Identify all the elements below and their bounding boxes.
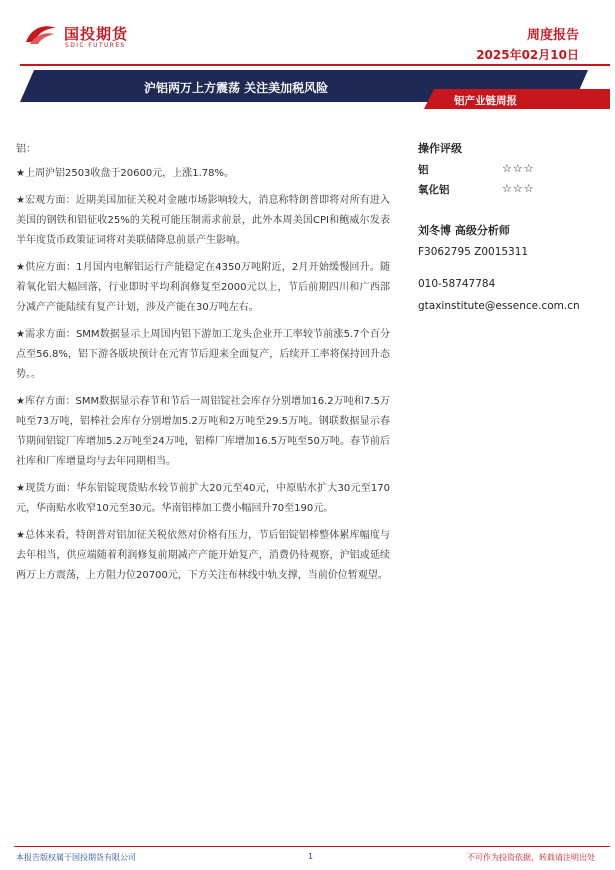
rating-row-alumina xyxy=(418,182,608,202)
footer-copyright: 本报告版权属于国投期货有限公司 xyxy=(16,853,136,862)
contact-email[interactable]: gtaxinstitute@essence.com.cn xyxy=(418,300,580,312)
brand-name-cn: 国投期货 xyxy=(64,25,129,43)
brand-logo-icon xyxy=(24,22,58,46)
report-body xyxy=(16,140,390,593)
page-number: 1 xyxy=(308,852,314,861)
rating-row-aluminium xyxy=(418,162,608,182)
rating-name: 氧化铝 xyxy=(418,184,450,196)
paragraph-supply: ★供应方面：1月国内电解铝运行产能稳定在4350万吨附近，2月开始缓慢回升。随着氧化铝大幅回落，行业即时平均利润修复至2000元以上，节后前期四川和广西部分减产产能陆续有复产计划，涉及产能在30万吨左右。 xyxy=(16,262,390,313)
report-title: 沪铝两万上方震荡 关注美加税风险 xyxy=(144,81,329,95)
rating-name: 铝 xyxy=(418,164,429,176)
rating-title: 操作评级 xyxy=(418,142,462,155)
analyst-name: 刘冬博 高级分析师 xyxy=(418,224,510,237)
header-divider xyxy=(20,64,610,66)
section-intro: 铝： xyxy=(16,144,36,155)
brand-logo xyxy=(24,20,154,52)
paragraph-demand: ★需求方面：SMM数据显示上周国内铝下游加工龙头企业开工率较节前涨5.7个百分点至56.8%，铝下游各版块预计在元宵节后迎来全面复产，后续开工率将保持回升态势。。 xyxy=(16,329,390,380)
rating-stars-icon: ☆☆☆ xyxy=(502,182,535,195)
footer-divider xyxy=(14,846,610,847)
paragraph-inventory: ★库存方面：SMM数据显示春节和节后一周铝锭社会库存分别增加16.2万吨和7.5万吨至73万吨，铝棒社会库存分别增加5.2万吨和2万吨至29.5万吨。钢联数据显示春节期间铝锭厂库增加5.2万吨至24万吨，铝棒厂库增加16.5万吨至50万吨。春节前后社库和厂库增量均与去年同期相当。 xyxy=(16,396,390,467)
contact-phone: 010-58747784 xyxy=(418,278,496,290)
paragraph-weekly-close: ★上周沪铝2503收盘于20600元，上涨1.78%。 xyxy=(16,168,234,179)
category-tag-label: 铝产业链周报 xyxy=(454,95,517,107)
category-tag-shape xyxy=(424,89,610,109)
brand-name-en: SDIC FUTURES xyxy=(65,42,126,49)
analyst-license: F3062795 Z0015311 xyxy=(418,246,529,258)
sidebar xyxy=(418,140,608,312)
footer-disclaimer: 不可作为投资依据，转载请注明出处 xyxy=(467,853,595,862)
category-tag xyxy=(424,89,610,109)
rating-stars-icon: ☆☆☆ xyxy=(502,162,535,175)
paragraph-summary: ★总体来看，特朗普对铝加征关税依然对价格有压力，节后铝锭铝棒整体累库幅度与去年相当，供应端随着利润修复前期减产产能开始复产，消费仍待观察，沪铝或延续两万上方震荡，上方阻力位20700元，下方关注布林线中轨支撑，当前价位暂观望。 xyxy=(16,530,390,581)
report-type: 周度报告 xyxy=(526,28,579,43)
report-date: 2025年02月10日 xyxy=(476,48,579,62)
paragraph-spot: ★现货方面：华东铝锭现货贴水较节前扩大20元至40元，中原贴水扩大30元至170元，华南贴水收窄10元至30元。华南铝棒加工费小幅回升70至190元。 xyxy=(16,483,390,514)
paragraph-macro: ★宏观方面：近期美国加征关税对金融市场影响较大，消息称特朗普即将对所有进入美国的钢铁和铝征收25%的关税可能压制需求前景，此外本周美国CPI和鲍威尔发表半年度货币政策证词将对美联储降息前景产生影响。 xyxy=(16,195,390,246)
